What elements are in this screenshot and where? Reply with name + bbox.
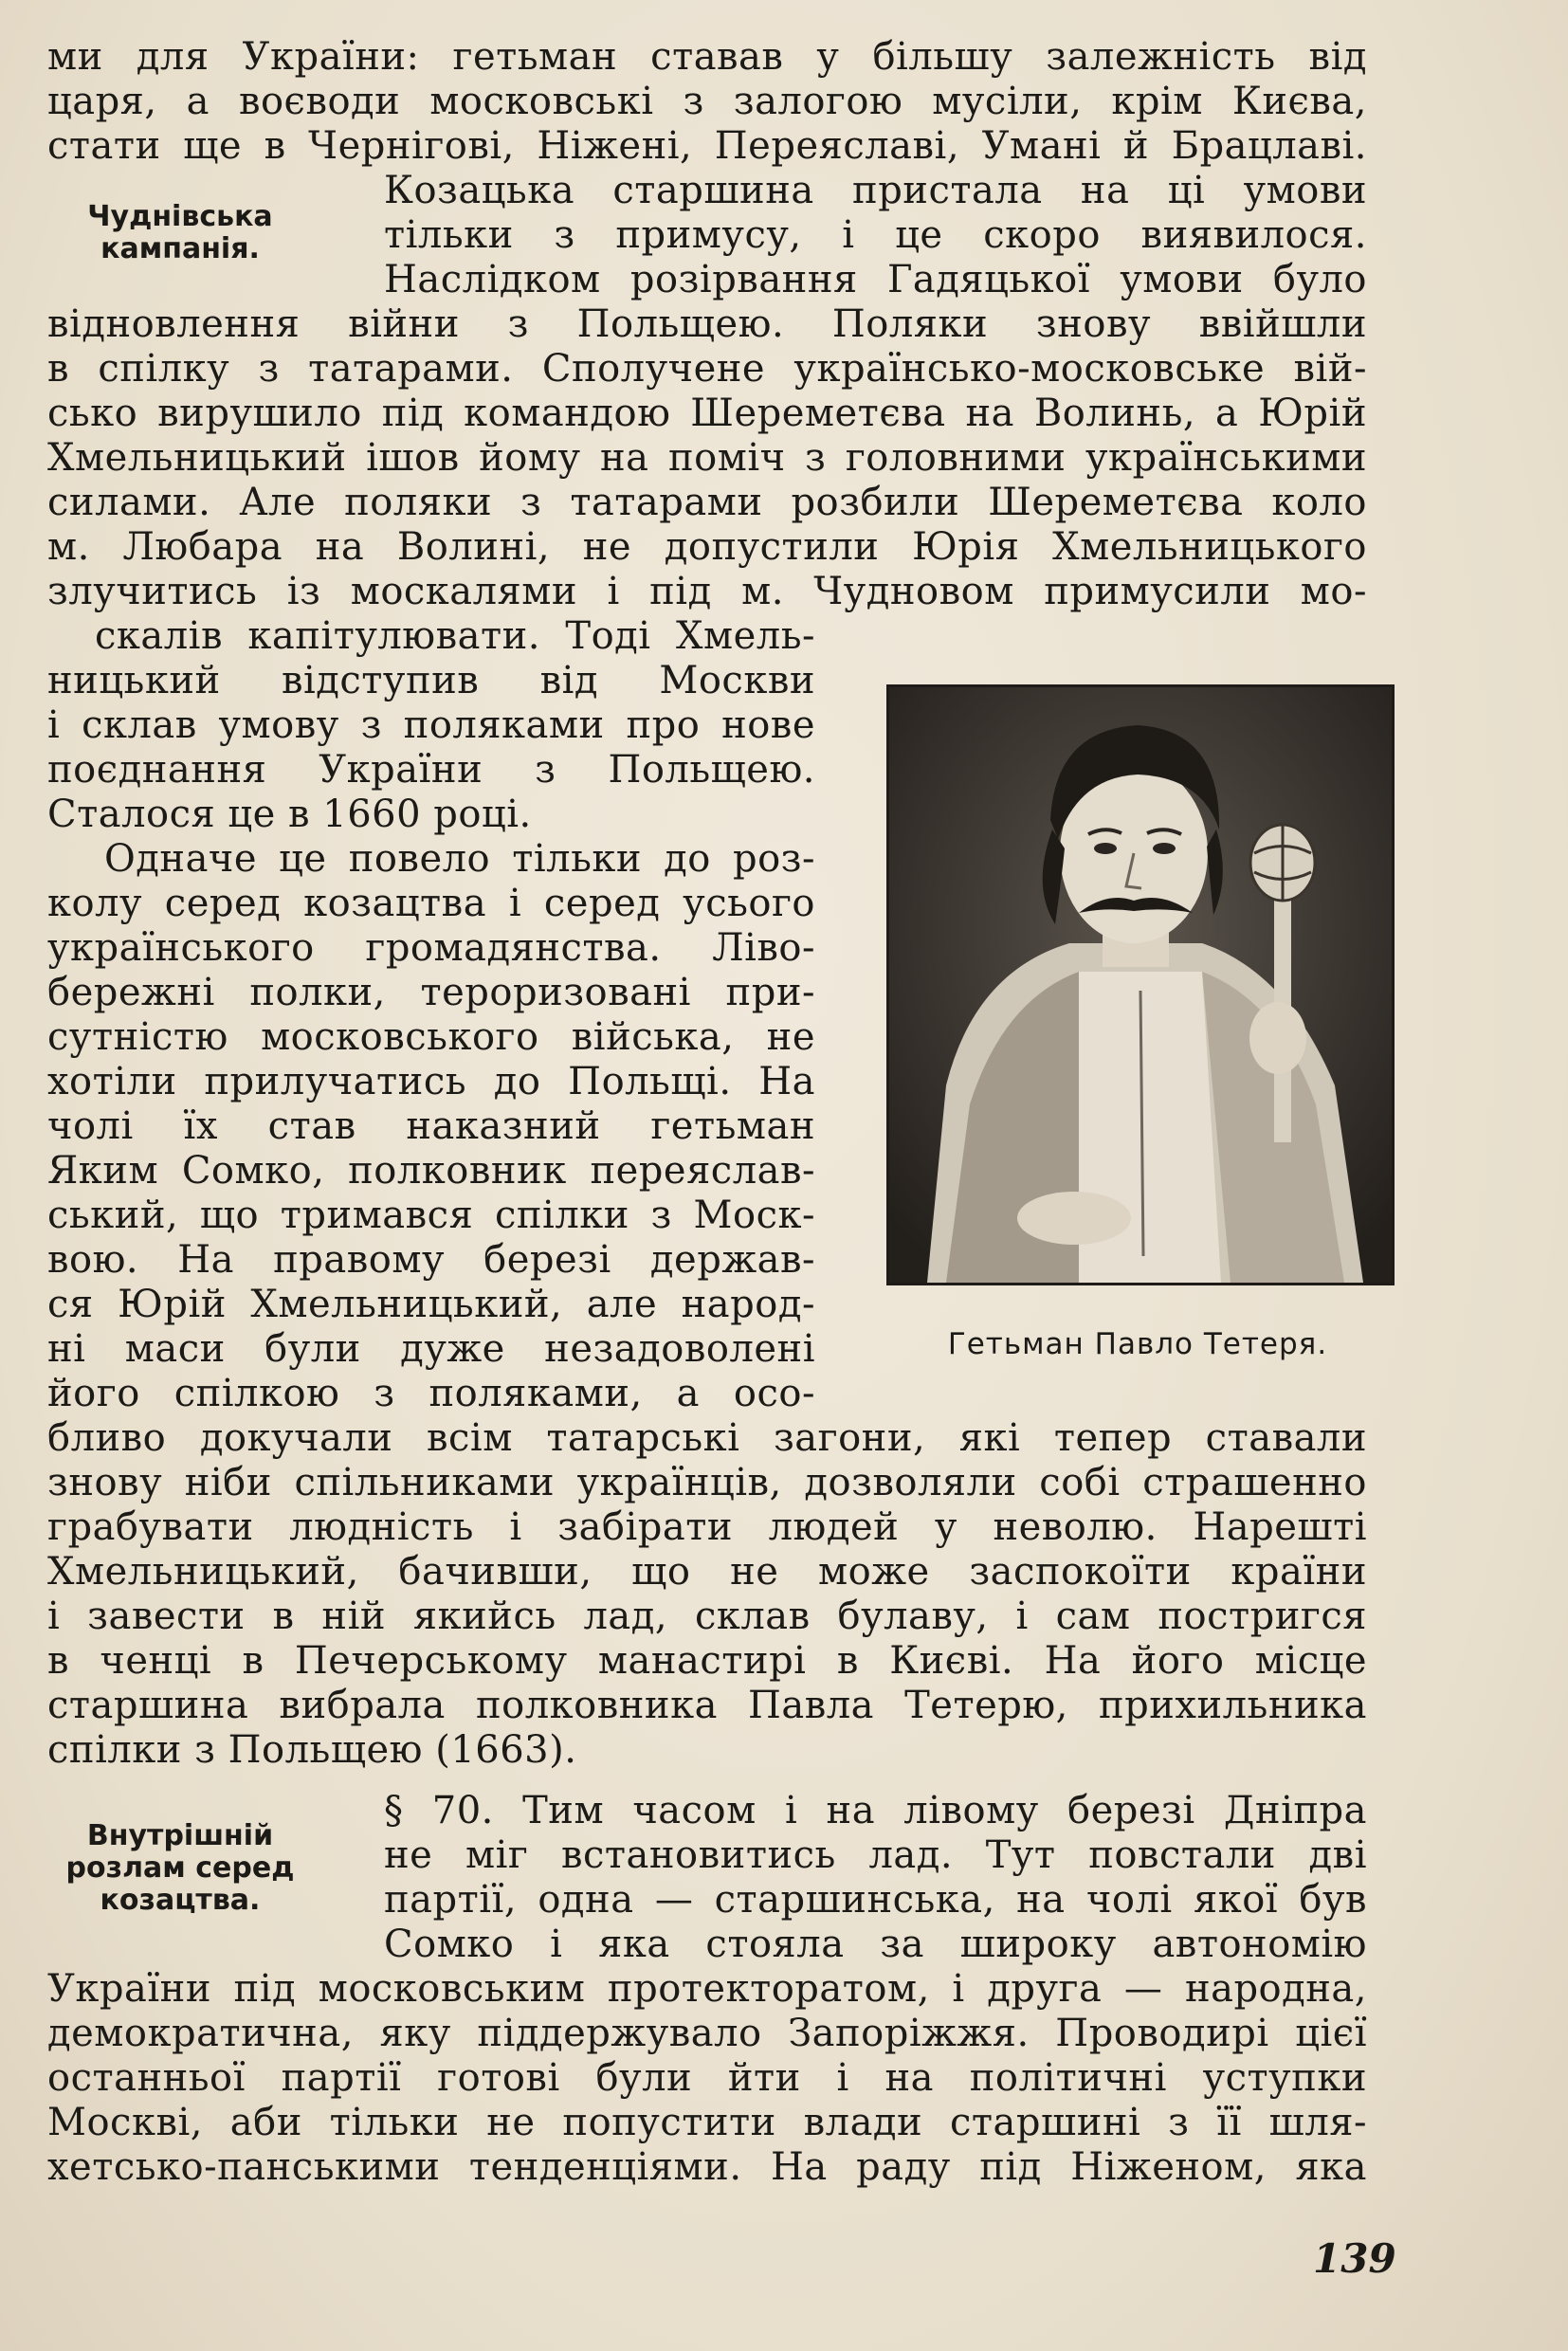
side-heading-line: козацтва.	[100, 1884, 261, 1917]
text-line: партії, одна — старшинська, на чолі якої був	[384, 1878, 1367, 1922]
text-line: і склав умову з поляками про нове	[47, 703, 815, 747]
text-line: царя, а воєводи московські з залогою мусіли, крім Києва,	[47, 80, 1367, 123]
side-heading-line: кампанія.	[100, 232, 260, 265]
page-number: 139	[1313, 2235, 1396, 2282]
text-line: силами. Але поляки з татарами розбили Шереметєва коло	[47, 481, 1367, 524]
portrait-image	[886, 684, 1395, 1285]
text-line: м. Любара на Волині, не допустили Юрія Хмельницького	[47, 525, 1367, 569]
text-line: скалів капітулювати. Тоді Хмель-	[95, 614, 815, 658]
text-line: колу серед козацтва і серед усього	[47, 882, 815, 925]
side-heading-rozlam	[38, 1820, 322, 1917]
text-line: тільки з примусу, і це скоро виявилося.	[384, 213, 1367, 257]
text-line: бережні полки, тероризовані при-	[47, 971, 815, 1014]
text-line: Хмельницький, бачивши, що не може заспокоїти країни	[47, 1550, 1367, 1594]
figure-caption: Гетьман Павло Тетеря.	[947, 1327, 1328, 1361]
side-heading-chudniv	[38, 201, 322, 265]
text-line: § 70. Тим часом і на лівому березі Дніпра	[384, 1789, 1367, 1832]
text-line: поєднання України з Польщею.	[47, 748, 815, 792]
text-line: останньої партії готові були йти і на політичні уступки	[47, 2056, 1367, 2100]
text-line: старшина вибрала полковника Павла Тетерю, прихильника	[47, 1684, 1367, 1727]
text-line: ся Юрій Хмельницький, але народ-	[47, 1283, 815, 1326]
text-line: спілки з Польщею (1663).	[47, 1728, 577, 1772]
text-line: Москві, аби тільки не попустити влади старшині з її шля-	[47, 2101, 1367, 2144]
text-line: ми для України: гетьман ставав у більшу залежність від	[47, 35, 1367, 79]
text-line: Одначе це повело тільки до роз-	[104, 837, 815, 881]
text-line: демократична, яку піддержувало Запоріжжя. Проводирі цієї	[47, 2012, 1367, 2055]
text-line: і завести в ній якийсь лад, склав булаву, і сам постригся	[47, 1595, 1367, 1638]
text-line: Сомко і яка стояла за широку автономію	[384, 1923, 1367, 1966]
text-line: відновлення війни з Польщею. Поляки знову ввійшли	[47, 302, 1367, 346]
text-line: України під московським протекторатом, і друга — народна,	[47, 1967, 1367, 2011]
text-line: стати ще в Чернігові, Ніжені, Переяславі, Умані й Брацлаві.	[47, 124, 1367, 168]
text-line: ні маси були дуже незадоволені	[47, 1327, 815, 1371]
text-line: в ченці в Печерському манастирі в Києві. На його місце	[47, 1639, 1367, 1683]
text-line: не міг встановитись лад. Тут повстали дві	[384, 1833, 1367, 1877]
hetman-portrait-illustration	[889, 687, 1392, 1283]
text-line: в спілку з татарами. Сполучене українсько-московське вій-	[47, 347, 1367, 391]
text-line: Сталося це в 1660 році.	[47, 793, 532, 836]
text-line: хотіли прилучатись до Польщі. На	[47, 1060, 815, 1103]
text-line: злучитись із москалями і під м. Чудновом примусили мо-	[47, 570, 1367, 613]
text-line: сько вирушило під командою Шереметєва на Волинь, а Юрій	[47, 392, 1367, 435]
text-line: українського громадянства. Ліво-	[47, 926, 815, 970]
text-line: вою. На правому березі держав-	[47, 1238, 815, 1282]
text-line: його спілкою з поляками, а осо-	[47, 1372, 815, 1415]
text-line: ський, що тримався спілки з Моск-	[47, 1194, 815, 1237]
text-line: бливо докучали всім татарські загони, які тепер ставали	[47, 1416, 1367, 1460]
text-line: сутністю московського війська, не	[47, 1015, 815, 1059]
side-heading-line: Внутрішній	[86, 1819, 274, 1852]
side-heading-line: розлам серед	[65, 1851, 295, 1885]
text-line: ницький відступив від Москви	[47, 659, 815, 702]
text-line: знову ніби спільниками українців, дозволяли собі страшенно	[47, 1461, 1367, 1504]
text-line: Яким Сомко, полковник переяслав-	[47, 1149, 815, 1193]
side-heading-line: Чуднівська	[87, 200, 273, 233]
text-line: чолі їх став наказний гетьман	[47, 1104, 815, 1148]
text-line: Козацька старшина пристала на ці умови	[384, 169, 1367, 212]
text-line: хетсько-панськими тенденціями. На раду під Ніженом, яка	[47, 2145, 1367, 2189]
text-line: Наслідком розірвання Гадяцької умови було	[384, 258, 1367, 301]
text-line: Хмельницький ішов йому на поміч з головними українськими	[47, 436, 1367, 480]
text-line: грабувати людність і забірати людей у неволю. Нарешті	[47, 1505, 1367, 1549]
